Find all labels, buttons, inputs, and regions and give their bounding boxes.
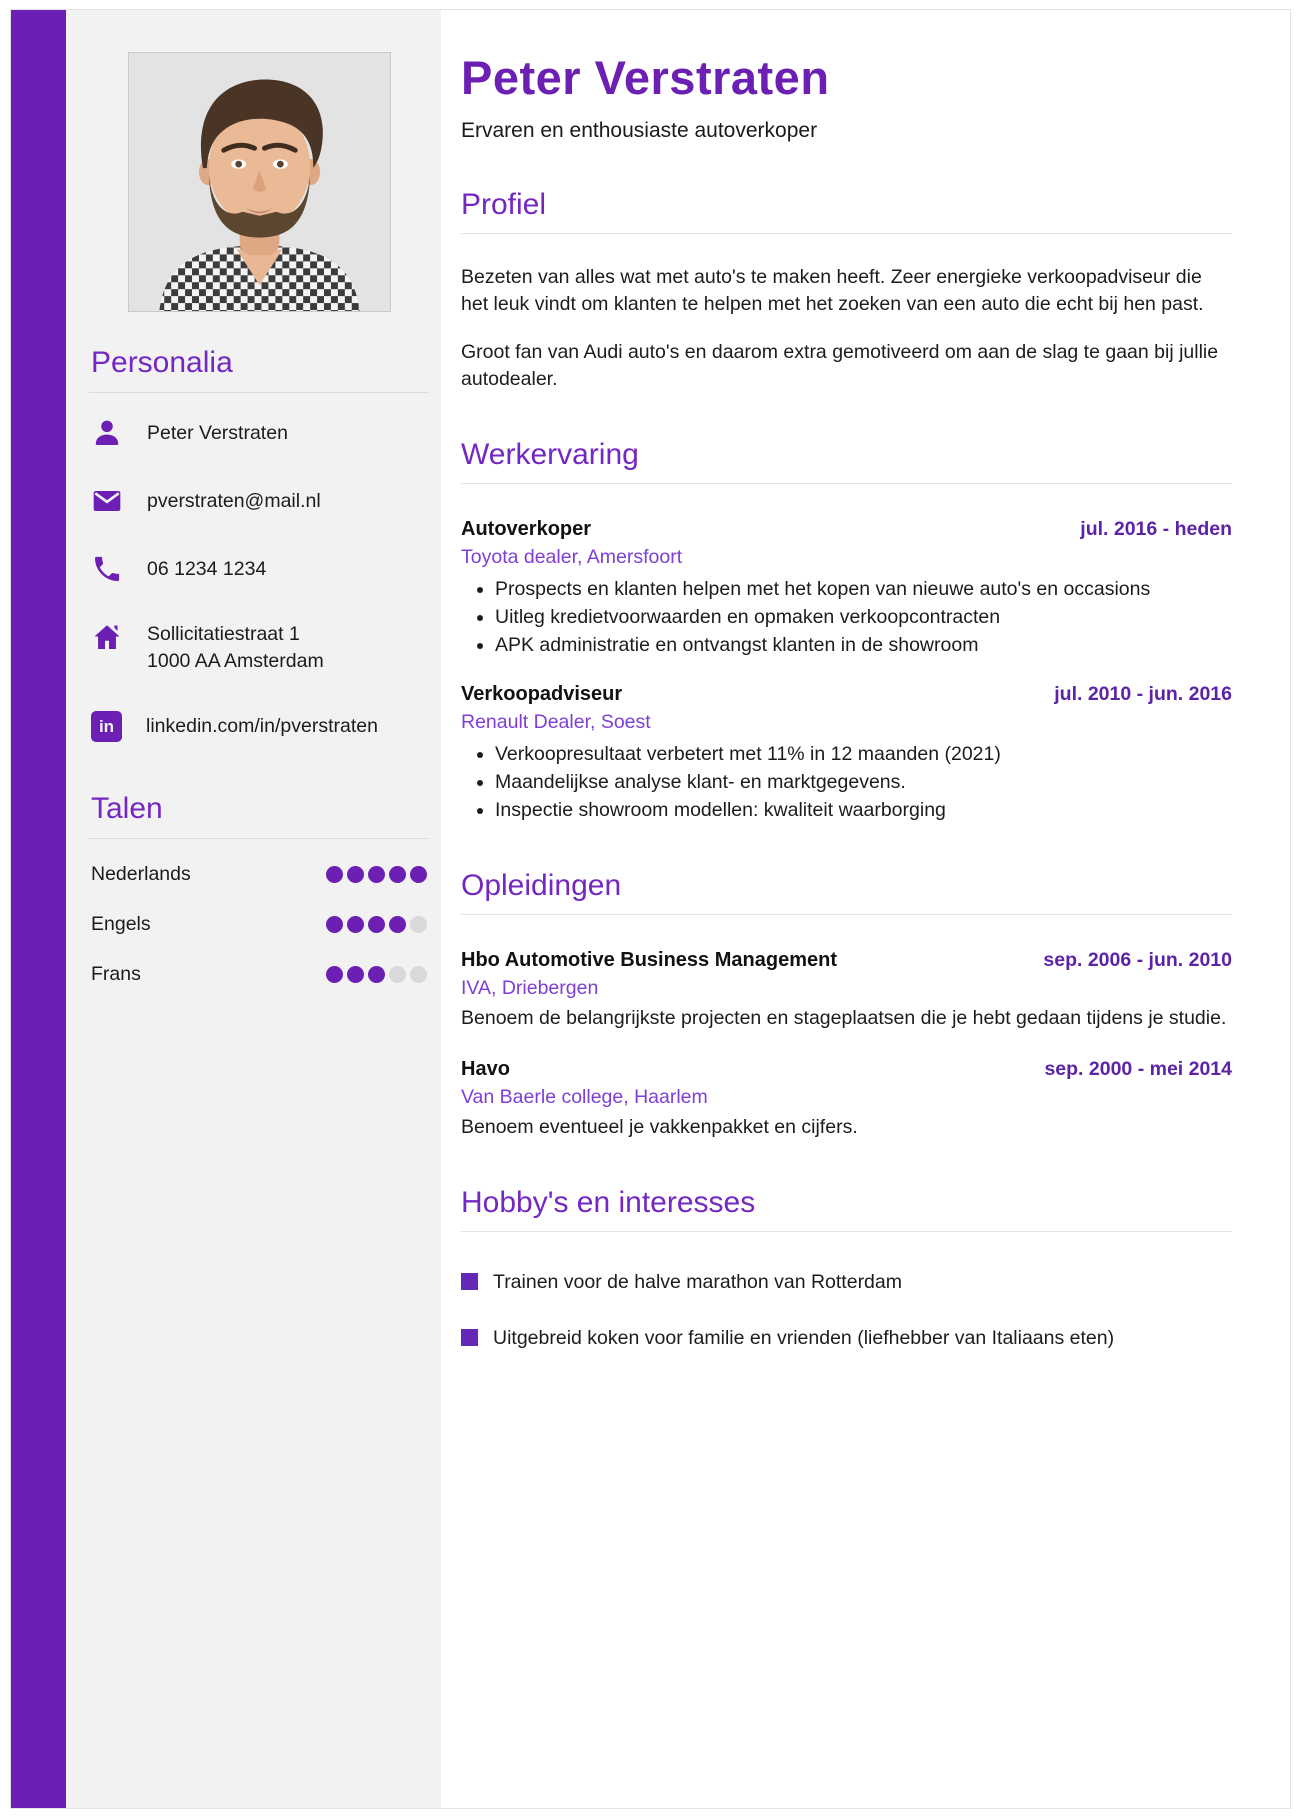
education-entry <box>461 1058 1232 1141</box>
address-line2: 1000 AA Amsterdam <box>147 650 324 672</box>
job-role: Autoverkoper <box>461 518 592 540</box>
hobby-item <box>461 1270 1232 1294</box>
contact-email-row <box>89 485 429 517</box>
cv-page <box>10 9 1291 1809</box>
job-header <box>461 518 1232 541</box>
contact-linkedin-row <box>89 711 429 742</box>
address-line1: Sollicitatiestraat 1 <box>147 623 300 645</box>
language-level-dots <box>326 916 427 933</box>
skill-dot-filled <box>326 916 343 933</box>
skill-dot-filled <box>368 966 385 983</box>
job-entry <box>461 683 1232 824</box>
hobby-text: Uitgebreid koken voor familie en vrienden (liefhebber van Italiaans eten) <box>493 1327 1115 1349</box>
profile-photo <box>128 52 391 312</box>
section-title-profiel: Profiel <box>461 188 547 221</box>
job-bullet: • Uitleg kredietvoorwaarden en opmaken verkoopcontracten <box>495 603 1232 631</box>
phone-icon <box>91 553 123 585</box>
talen-title: Talen <box>91 792 163 825</box>
home-icon <box>91 621 123 653</box>
education-entry <box>461 949 1232 1032</box>
job-company: Toyota dealer, Amersfoort <box>461 546 683 568</box>
skill-dot-filled <box>347 966 364 983</box>
education-period: sep. 2006 - jun. 2010 <box>1043 949 1232 971</box>
contact-address <box>147 621 324 675</box>
language-name: Engels <box>91 913 151 935</box>
page-title: Peter Verstraten <box>461 51 830 104</box>
skill-dot-filled <box>326 866 343 883</box>
job-period: jul. 2016 - heden <box>1080 518 1232 540</box>
skill-dot-filled <box>326 966 343 983</box>
contact-address-row <box>89 621 429 675</box>
section-divider <box>461 914 1232 915</box>
job-company: Renault Dealer, Soest <box>461 711 651 733</box>
profile-paragraph: Bezeten van alles wat met auto's te maken heeft. Zeer energieke verkoopadviseur die het leuk vindt om klanten te helpen met het zoeken van een auto die echt bij hen past. <box>461 266 1204 315</box>
contact-name-row <box>89 417 429 449</box>
education-degree: Havo <box>461 1058 510 1080</box>
envelope-icon <box>91 485 123 517</box>
accent-bar <box>11 10 66 1808</box>
contact-name: Peter Verstraten <box>147 421 288 444</box>
skill-dot-empty <box>389 966 406 983</box>
job-bullet: • APK administratie en ontvangst klanten in de showroom <box>495 631 1232 659</box>
personalia-title: Personalia <box>91 346 233 379</box>
hobby-item <box>461 1326 1232 1350</box>
skill-dot-filled <box>368 866 385 883</box>
education-description: Benoem eventueel je vakkenpakket en cijfers. <box>461 1116 858 1138</box>
section-divider <box>461 233 1232 234</box>
job-bullet: • Inspectie showroom modellen: kwaliteit waarborging <box>495 796 1232 824</box>
skill-dot-empty <box>410 966 427 983</box>
language-row <box>89 863 429 886</box>
job-entry <box>461 518 1232 659</box>
personalia-divider <box>89 392 429 393</box>
square-bullet-icon <box>461 1329 478 1346</box>
square-bullet-icon <box>461 1273 478 1290</box>
language-level-dots <box>326 866 427 883</box>
job-bullet: • Maandelijkse analyse klant- en marktgegevens. <box>495 768 1232 796</box>
education-header <box>461 1058 1232 1081</box>
skill-dot-filled <box>389 866 406 883</box>
skill-dot-filled <box>410 866 427 883</box>
section-title-opleidingen: Opleidingen <box>461 869 622 902</box>
job-bullet: • Verkoopresultaat verbetert met 11% in 12 maanden (2021) <box>495 740 1232 768</box>
tagline: Ervaren en enthousiaste autoverkoper <box>461 119 818 142</box>
job-bullet-list <box>461 575 1232 659</box>
language-name: Nederlands <box>91 863 191 885</box>
job-period: jul. 2010 - jun. 2016 <box>1054 683 1232 705</box>
education-header <box>461 949 1232 972</box>
contact-email[interactable]: pverstraten@mail.nl <box>147 489 321 512</box>
talen-divider <box>89 838 429 839</box>
education-school: IVA, Driebergen <box>461 977 599 999</box>
job-header <box>461 683 1232 706</box>
profile-paragraph: Groot fan van Audi auto's en daarom extra gemotiveerd om aan de slag te gaan bij jullie autodealer. <box>461 341 1219 390</box>
language-row <box>89 963 429 986</box>
sidebar <box>66 10 441 1808</box>
contact-phone-row <box>89 553 429 585</box>
section-divider <box>461 1231 1232 1232</box>
education-period: sep. 2000 - mei 2014 <box>1044 1058 1232 1080</box>
skill-dot-filled <box>389 916 406 933</box>
skill-dot-empty <box>410 916 427 933</box>
linkedin-icon: in <box>91 711 122 742</box>
skill-dot-filled <box>368 916 385 933</box>
job-bullet-list <box>461 740 1232 824</box>
section-title-werkervaring: Werkervaring <box>461 438 639 471</box>
language-name: Frans <box>91 963 141 985</box>
contact-linkedin[interactable]: linkedin.com/in/pverstraten <box>146 715 378 737</box>
education-degree: Hbo Automotive Business Management <box>461 949 837 971</box>
contact-phone: 06 1234 1234 <box>147 557 267 580</box>
main-content <box>441 10 1290 1808</box>
skill-dot-filled <box>347 916 364 933</box>
education-description: Benoem de belangrijkste projecten en stageplaatsen die je hebt gedaan tijdens je studie. <box>461 1007 1227 1029</box>
language-level-dots <box>326 966 427 983</box>
skill-dot-filled <box>347 866 364 883</box>
person-icon <box>91 417 123 449</box>
language-row <box>89 913 429 936</box>
job-bullet: • Prospects en klanten helpen met het kopen van nieuwe auto's en occasions <box>495 575 1232 603</box>
section-divider <box>461 483 1232 484</box>
education-school: Van Baerle college, Haarlem <box>461 1086 708 1108</box>
section-title-hobbies: Hobby's en interesses <box>461 1186 756 1219</box>
profile-photo-illustration <box>129 53 390 311</box>
job-role: Verkoopadviseur <box>461 683 623 705</box>
hobby-text: Trainen voor de halve marathon van Rotterdam <box>493 1271 902 1293</box>
